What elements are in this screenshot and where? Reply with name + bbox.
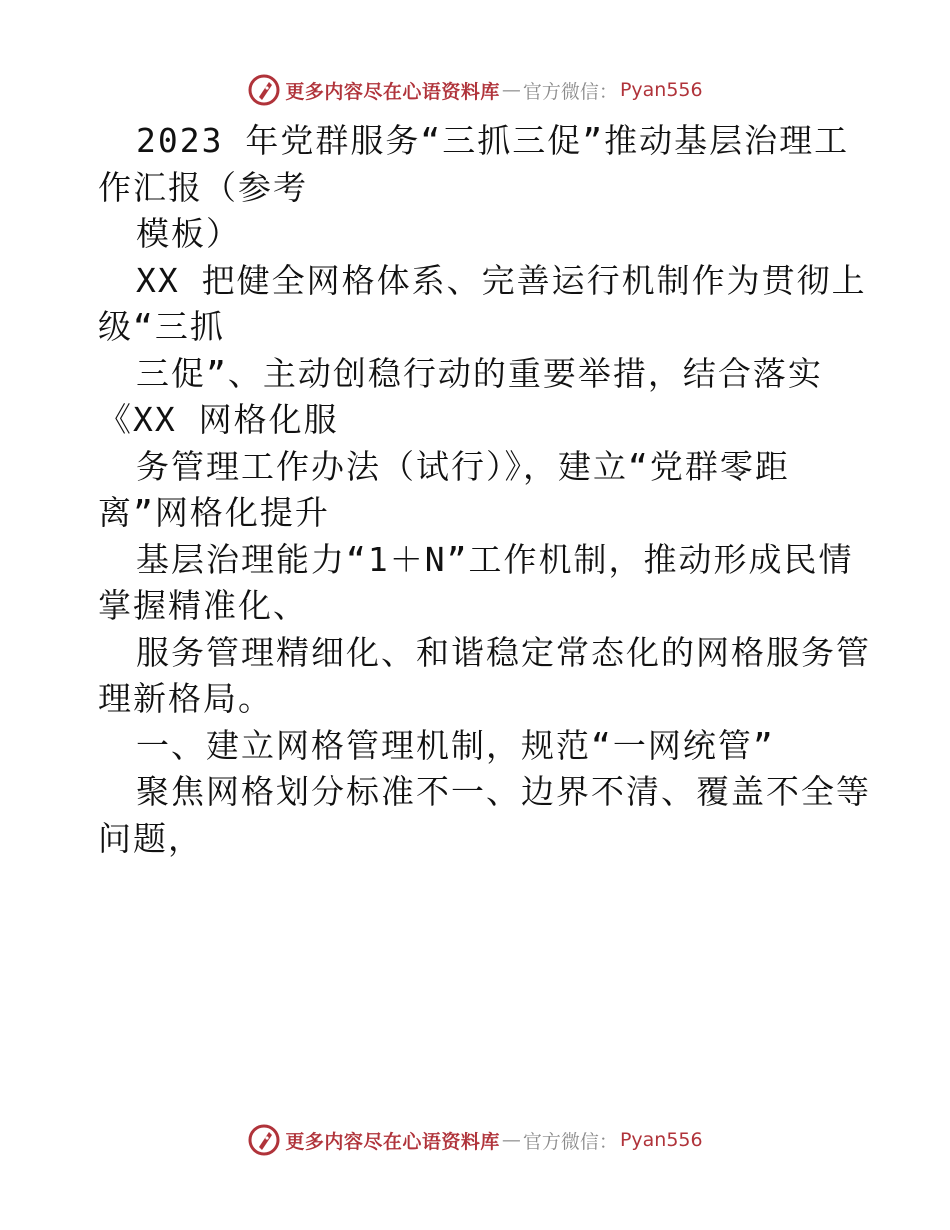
doc-line: 2023 年党群服务“三抓三促”推动基层治理工	[136, 121, 850, 160]
pen-nib-circle-icon	[247, 1123, 281, 1157]
doc-line: 理新格局。	[98, 679, 273, 718]
doc-line: 务管理工作办法（试行）》，建立“党群零距	[136, 446, 790, 486]
watermark-official-label: 官方微信：	[522, 80, 618, 103]
watermark-official-label: 官方微信：	[522, 1130, 618, 1153]
watermark-brand-text: 更多内容尽在心语资料库	[285, 80, 500, 103]
document-body	[98, 118, 878, 862]
watermark-dash: —	[501, 79, 521, 101]
pen-nib-circle-icon	[247, 73, 281, 107]
footer-watermark	[0, 1120, 950, 1160]
watermark-wechat-id: Pyan556	[619, 79, 703, 101]
doc-line: 三促”、主动创稳行动的重要举措，结合落实	[136, 353, 823, 393]
doc-line: 模板）	[136, 214, 241, 253]
header-watermark	[0, 70, 950, 110]
doc-line: 离”网格化提升	[98, 493, 330, 532]
watermark-brand-text: 更多内容尽在心语资料库	[285, 1130, 500, 1153]
doc-line: 《XX 网格化服	[98, 400, 339, 439]
doc-line: 聚焦网格划分标准不一、边界不清、覆盖不全等	[136, 772, 871, 811]
doc-line: 作汇报（参考	[98, 167, 308, 207]
section-heading: 一、建立网格管理机制，规范“一网统管”	[136, 725, 775, 765]
doc-line: XX 把健全网格体系、完善运行机制作为贯彻上	[136, 260, 867, 300]
doc-line: 问题，	[98, 818, 203, 858]
doc-line: 掌握精准化、	[98, 586, 308, 625]
watermark-wechat-id: Pyan556	[619, 1129, 703, 1151]
doc-line: 级“三抓	[98, 307, 225, 346]
watermark-dash: —	[501, 1129, 521, 1151]
doc-line: 服务管理精细化、和谐稳定常态化的网格服务管	[136, 632, 871, 672]
doc-line: 基层治理能力“1＋N”工作机制，推动形成民情	[136, 539, 854, 579]
